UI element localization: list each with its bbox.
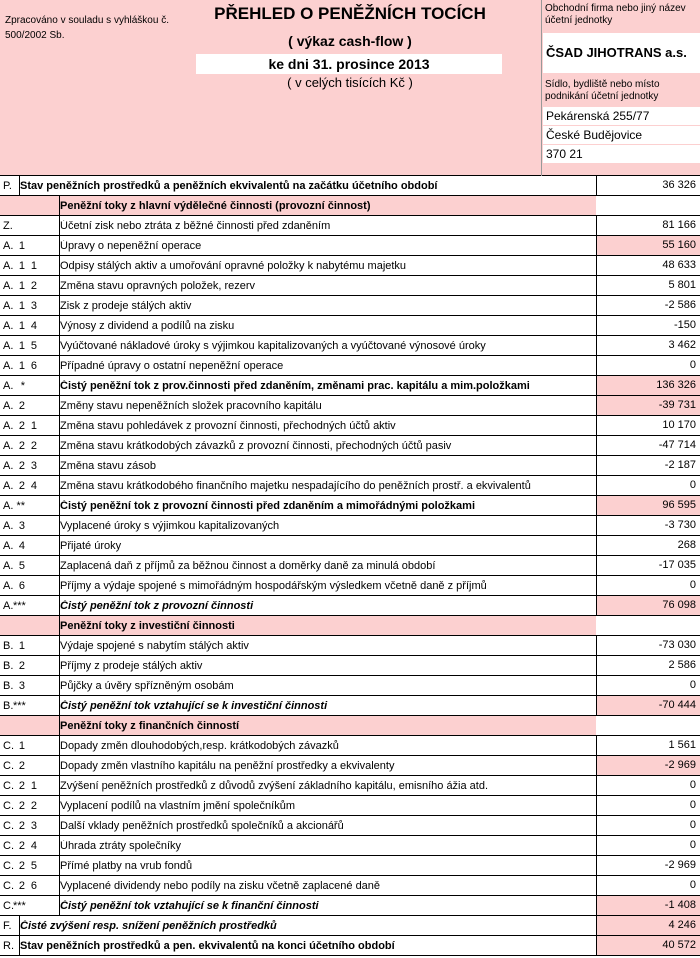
row-description: Peněžní toky z hlavní výdělečné činnosti (provozní činnost) <box>60 199 371 212</box>
row-level-1: 1 <box>18 359 25 372</box>
row-description: Zvýšení peněžních prostředků z důvodů zvýšení základního kapitálu, emisního ážia atd. <box>60 779 489 792</box>
row-description: Výdaje spojené s nabytím stálých aktiv <box>60 639 249 652</box>
row-description: Čistý peněžní tok z prov.činnosti před zdaněním, změnami prac. kapitálu a mim.položkami <box>60 379 530 392</box>
row-description: Zaplacená daň z příjmů za běžnou činnost a doměrky daně za minulá období <box>60 559 436 572</box>
row-letter: A. <box>3 259 14 272</box>
row-value: -2 187 <box>596 456 700 475</box>
row-code-cell <box>0 176 20 195</box>
table-row <box>0 876 700 896</box>
row-description: Změny stavu nepeněžních složek pracovního kapitálu <box>60 399 322 412</box>
row-description: Vyplacené úroky s výjimkou kapitalizovaných <box>60 519 280 532</box>
row-description: Změna stavu krátkodobých závazků z provozní činnosti, přechodných účtů pasiv <box>60 439 452 452</box>
row-level-2: 5 <box>30 339 37 352</box>
row-description: Přijaté úroky <box>60 539 122 552</box>
row-code-cell <box>0 216 60 235</box>
row-letter: C. <box>3 779 14 792</box>
row-letter: A. <box>3 339 14 352</box>
report-header <box>0 0 700 176</box>
row-value: -150 <box>596 316 700 335</box>
row-description: Zisk z prodeje stálých aktiv <box>60 299 192 312</box>
row-value: -73 030 <box>596 636 700 655</box>
row-level-1: *** <box>13 699 26 712</box>
row-level-1: 1 <box>18 239 25 252</box>
row-description: Dopady změn vlastního kapitálu na peněžní prostředky a ekvivalenty <box>60 759 395 772</box>
row-letter: C. <box>3 819 14 832</box>
row-code-cell <box>0 816 60 835</box>
row-letter: B. <box>3 639 14 652</box>
row-value: 1 561 <box>596 736 700 755</box>
row-letter: A. <box>3 459 14 472</box>
table-row <box>0 896 700 916</box>
row-description: Čistý peněžní tok vztahující se k investiční činnosti <box>60 699 328 712</box>
row-level-1: 2 <box>18 479 25 492</box>
row-description: Přímé platby na vrub fondů <box>60 859 193 872</box>
row-level-1: 1 <box>18 639 25 652</box>
row-code-cell <box>0 396 60 415</box>
table-row <box>0 256 700 276</box>
row-value: 76 098 <box>596 596 700 615</box>
section-header-row <box>0 196 700 216</box>
row-level-2: 4 <box>30 319 37 332</box>
row-level-1: 2 <box>18 799 25 812</box>
table-row <box>0 776 700 796</box>
report-units: ( v celých tisících Kč ) <box>287 75 413 90</box>
row-level-1: 1 <box>18 339 25 352</box>
row-level-2: 1 <box>30 779 37 792</box>
row-description: Vyplacení podílů na vlastním jmění společníkům <box>60 799 295 812</box>
row-value: 4 246 <box>596 916 700 935</box>
table-row <box>0 236 700 256</box>
row-value <box>596 716 700 735</box>
report-title: PŘEHLED O PENĚŽNÍCH TOCÍCH <box>214 4 486 23</box>
row-code-cell <box>0 716 60 735</box>
row-code-cell <box>0 776 60 795</box>
row-code-cell <box>0 856 60 875</box>
row-level-2: 3 <box>30 819 37 832</box>
row-code-cell <box>0 896 60 915</box>
row-level-1: 3 <box>18 519 25 532</box>
firm-label-2: účetní jednotky <box>545 15 613 26</box>
table-row <box>0 216 700 236</box>
row-letter: C. <box>3 759 14 772</box>
row-level-2: 4 <box>30 839 37 852</box>
table-row <box>0 796 700 816</box>
table-row <box>0 736 700 756</box>
row-level-1: 2 <box>18 859 25 872</box>
row-code-cell <box>0 936 20 955</box>
row-level-2: 2 <box>30 279 37 292</box>
row-value: 0 <box>596 356 700 375</box>
row-description: Stav peněžních prostředků a peněžních ekvivalentů na začátku účetního období <box>20 179 438 192</box>
row-level-1: 2 <box>18 399 25 412</box>
row-value: 0 <box>596 796 700 815</box>
table-row <box>0 316 700 336</box>
row-value: 2 586 <box>596 656 700 675</box>
table-row <box>0 476 700 496</box>
row-description: Dopady změn dlouhodobých,resp. krátkodobých závazků <box>60 739 339 752</box>
seat-label-2: podnikání účetní jednotky <box>545 91 659 102</box>
table-row <box>0 656 700 676</box>
row-level-2: 5 <box>30 859 37 872</box>
row-value: 3 462 <box>596 336 700 355</box>
row-code-cell <box>0 676 60 695</box>
table-row <box>0 696 700 716</box>
row-letter: A. <box>3 479 14 492</box>
row-description: Změna stavu pohledávek z provozní činnosti, přechodných účtů aktiv <box>60 419 396 432</box>
table-row <box>0 556 700 576</box>
row-code-cell <box>0 576 60 595</box>
row-description: Další vklady peněžních prostředků společníků a akcionářů <box>60 819 344 832</box>
row-level-1: *** <box>13 599 26 612</box>
row-letter: B. <box>3 679 14 692</box>
row-value: 10 170 <box>596 416 700 435</box>
table-row <box>0 436 700 456</box>
row-code-cell <box>0 256 60 275</box>
row-value: 55 160 <box>596 236 700 255</box>
row-level-1: 6 <box>18 579 25 592</box>
row-code-cell <box>0 196 60 215</box>
firm-label-1: Obchodní firma nebo jiný název <box>545 3 686 14</box>
row-letter: A. <box>3 579 14 592</box>
row-level-2: 3 <box>30 299 37 312</box>
row-letter: C. <box>3 879 14 892</box>
row-value: 40 572 <box>596 936 700 955</box>
row-description: Úpravy o nepeněžní operace <box>60 239 202 252</box>
row-value <box>596 196 700 215</box>
row-value: -17 035 <box>596 556 700 575</box>
address-city: České Budějovice <box>543 126 700 144</box>
row-description: Změna stavu opravných položek, rezerv <box>60 279 256 292</box>
legal-note-line1: Zpracováno v souladu s vyhláškou č. <box>5 15 169 26</box>
table-row <box>0 356 700 376</box>
row-letter: C. <box>3 739 14 752</box>
row-letter: P. <box>3 179 12 192</box>
row-value: 0 <box>596 776 700 795</box>
row-code-cell <box>0 916 20 935</box>
row-letter: A. <box>3 599 14 612</box>
table-row <box>0 296 700 316</box>
row-code-cell <box>0 616 60 635</box>
row-level-1: 2 <box>18 659 25 672</box>
row-code-cell <box>0 636 60 655</box>
row-letter: A. <box>3 519 14 532</box>
address-street: Pekárenská 255/77 <box>543 107 700 125</box>
address-zip: 370 21 <box>543 145 700 163</box>
row-description: Změna stavu krátkodobého finančního majetku nespadajícího do peněžních prostř. a ekvivalentů <box>60 479 531 492</box>
entity-panel <box>541 0 700 176</box>
row-value: -2 586 <box>596 296 700 315</box>
row-value: -2 969 <box>596 756 700 775</box>
row-letter: A. <box>3 399 14 412</box>
row-code-cell <box>0 556 60 575</box>
row-letter: B. <box>3 659 14 672</box>
row-code-cell <box>0 736 60 755</box>
row-code-cell <box>0 276 60 295</box>
table-row <box>0 276 700 296</box>
report-date: ke dni 31. prosince 2013 <box>196 54 502 74</box>
row-letter: A. <box>3 539 14 552</box>
row-level-2: 3 <box>30 459 37 472</box>
row-description: Případné úpravy o ostatní nepeněžní operace <box>60 359 284 372</box>
row-level-1: 5 <box>18 559 25 572</box>
row-description: Vyplacené dividendy nebo podíly na zisku včetně zaplacené daně <box>60 879 381 892</box>
row-letter: C. <box>3 839 14 852</box>
row-value: -1 408 <box>596 896 700 915</box>
row-description: Odpisy stálých aktiv a umořování opravné položky k nabytému majetku <box>60 259 407 272</box>
row-letter: C. <box>3 799 14 812</box>
legal-note-line2: 500/2002 Sb. <box>5 30 65 41</box>
row-letter: R. <box>3 939 14 952</box>
firm-name: ČSAD JIHOTRANS a.s. <box>543 33 700 73</box>
row-level-1: 2 <box>18 419 25 432</box>
row-description: Čisté zvýšení resp. snížení peněžních prostředků <box>20 919 277 932</box>
row-code-cell <box>0 376 60 395</box>
table-row <box>0 856 700 876</box>
row-code-cell <box>0 796 60 815</box>
row-level-1: 2 <box>18 459 25 472</box>
row-code-cell <box>0 456 60 475</box>
row-letter: C. <box>3 899 14 912</box>
row-letter: A. <box>3 239 14 252</box>
row-code-cell <box>0 876 60 895</box>
row-value: 0 <box>596 876 700 895</box>
table-row <box>0 816 700 836</box>
row-description: Výnosy z dividend a podílů na zisku <box>60 319 235 332</box>
row-value: -2 969 <box>596 856 700 875</box>
row-value: 81 166 <box>596 216 700 235</box>
row-level-2: 2 <box>30 799 37 812</box>
row-level-1: 1 <box>18 299 25 312</box>
table-row <box>0 536 700 556</box>
row-code-cell <box>0 296 60 315</box>
row-letter: C. <box>3 859 14 872</box>
table-row <box>0 576 700 596</box>
table-row <box>0 936 700 956</box>
row-level-1: 2 <box>18 819 25 832</box>
table-row <box>0 456 700 476</box>
row-value: 48 633 <box>596 256 700 275</box>
row-code-cell <box>0 836 60 855</box>
table-row <box>0 676 700 696</box>
row-value: 0 <box>596 576 700 595</box>
section-header-row <box>0 616 700 636</box>
row-code-cell <box>0 696 60 715</box>
row-level-1: 2 <box>18 879 25 892</box>
row-level-2: 1 <box>30 419 37 432</box>
row-letter: A. <box>3 499 14 512</box>
row-code-cell <box>0 516 60 535</box>
row-code-cell <box>0 756 60 775</box>
row-value: -70 444 <box>596 696 700 715</box>
table-row <box>0 176 700 196</box>
row-code-cell <box>0 316 60 335</box>
row-level-2: 6 <box>30 359 37 372</box>
row-level-1: 2 <box>18 759 25 772</box>
row-value: 268 <box>596 536 700 555</box>
table-row <box>0 596 700 616</box>
row-code-cell <box>0 656 60 675</box>
row-code-cell <box>0 536 60 555</box>
row-letter: A. <box>3 419 14 432</box>
row-value: -39 731 <box>596 396 700 415</box>
row-value: 0 <box>596 676 700 695</box>
row-letter: A. <box>3 439 14 452</box>
row-value: -47 714 <box>596 436 700 455</box>
row-level-1: 3 <box>18 679 25 692</box>
row-value: 136 326 <box>596 376 700 395</box>
row-description: Čistý peněžní tok z provozní činnosti před zdaněním a mimořádnými položkami <box>60 499 476 512</box>
row-code-cell <box>0 356 60 375</box>
row-level-1: * <box>20 379 25 392</box>
row-letter: B. <box>3 699 14 712</box>
row-level-1: 2 <box>18 779 25 792</box>
row-value <box>596 616 700 635</box>
row-value: 0 <box>596 816 700 835</box>
report-subtitle: ( výkaz cash-flow ) <box>288 33 412 49</box>
legal-note <box>5 13 169 43</box>
row-level-1: 1 <box>18 259 25 272</box>
row-letter: A. <box>3 559 14 572</box>
row-description: Peněžní toky z investiční činnosti <box>60 619 235 632</box>
row-code-cell <box>0 236 60 255</box>
row-description: Úhrada ztráty společníky <box>60 839 182 852</box>
row-value: 0 <box>596 476 700 495</box>
row-code-cell <box>0 496 60 515</box>
cashflow-table <box>0 176 700 956</box>
table-row <box>0 496 700 516</box>
row-level-1: 4 <box>18 539 25 552</box>
row-letter: A. <box>3 359 14 372</box>
row-letter: Z. <box>3 219 13 232</box>
row-value: 5 801 <box>596 276 700 295</box>
row-level-1: ** <box>16 499 25 512</box>
row-code-cell <box>0 336 60 355</box>
table-row <box>0 756 700 776</box>
row-description: Čistý peněžní tok vztahující se k finanční činnosti <box>60 899 319 912</box>
row-level-2: 4 <box>30 479 37 492</box>
row-description: Stav peněžních prostředků a pen. ekvivalentů na konci účetního období <box>20 939 395 952</box>
row-letter: A. <box>3 299 14 312</box>
table-row <box>0 416 700 436</box>
seat-label-1: Sídlo, bydliště nebo místo <box>545 79 660 90</box>
row-description: Peněžní toky z finančních činností <box>60 719 240 732</box>
row-description: Příjmy a výdaje spojené s mimořádným hospodářským výsledkem včetně daně z příjmů <box>60 579 487 592</box>
table-row <box>0 516 700 536</box>
row-description: Účetní zisk nebo ztráta z běžné činnosti před zdaněním <box>60 219 331 232</box>
row-letter: A. <box>3 279 14 292</box>
table-row <box>0 836 700 856</box>
row-value: -3 730 <box>596 516 700 535</box>
row-description: Změna stavu zásob <box>60 459 156 472</box>
row-value: 36 326 <box>596 176 700 195</box>
row-level-1: *** <box>13 899 26 912</box>
row-code-cell <box>0 436 60 455</box>
row-code-cell <box>0 416 60 435</box>
row-code-cell <box>0 476 60 495</box>
row-level-1: 1 <box>18 739 25 752</box>
row-letter: A. <box>3 379 14 392</box>
table-row <box>0 336 700 356</box>
table-row <box>0 916 700 936</box>
table-row <box>0 396 700 416</box>
row-letter: F. <box>3 919 12 932</box>
row-description: Vyúčtované nákladové úroky s výjimkou kapitalizovaných a vyúčtované výnosové úroky <box>60 339 486 352</box>
row-value: 0 <box>596 836 700 855</box>
table-row <box>0 376 700 396</box>
row-level-1: 2 <box>18 839 25 852</box>
row-description: Půjčky a úvěry spřízněným osobám <box>60 679 234 692</box>
row-description: Příjmy z prodeje stálých aktiv <box>60 659 203 672</box>
section-header-row <box>0 716 700 736</box>
row-level-1: 2 <box>18 439 25 452</box>
row-value: 96 595 <box>596 496 700 515</box>
row-level-1: 1 <box>18 319 25 332</box>
row-letter: A. <box>3 319 14 332</box>
table-row <box>0 636 700 656</box>
row-level-2: 1 <box>30 259 37 272</box>
row-code-cell <box>0 596 60 615</box>
row-level-2: 2 <box>30 439 37 452</box>
row-level-2: 6 <box>30 879 37 892</box>
row-level-1: 1 <box>18 279 25 292</box>
row-description: Čistý peněžní tok z provozní činnosti <box>60 599 254 612</box>
